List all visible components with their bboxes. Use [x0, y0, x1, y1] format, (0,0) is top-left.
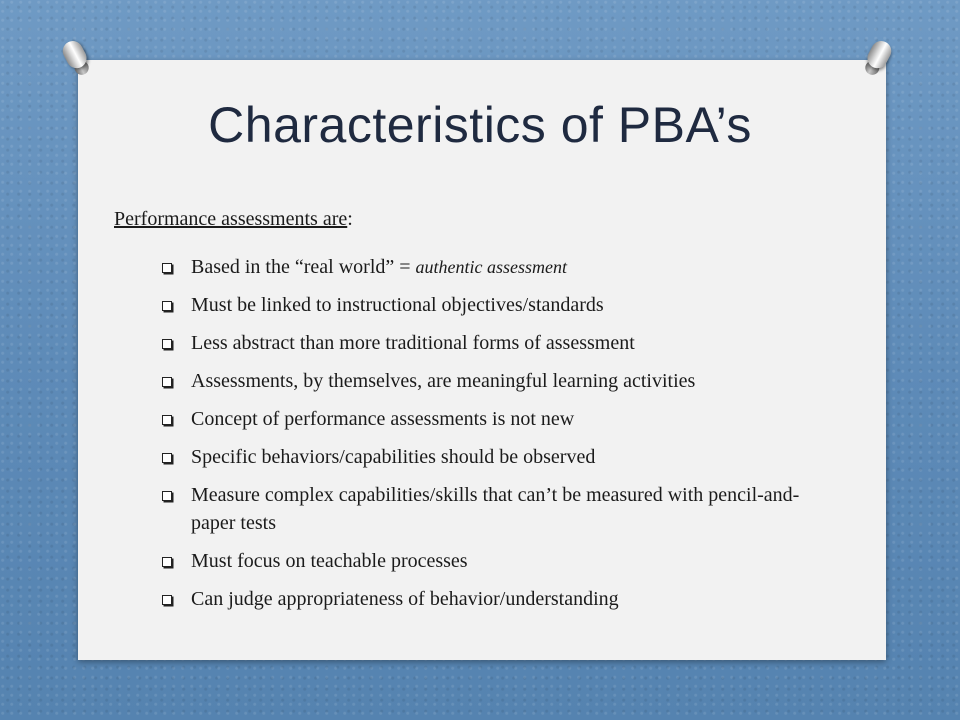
square-bullet-icon [162, 339, 172, 349]
square-bullet-icon [162, 377, 172, 387]
bullet-item [162, 291, 842, 319]
bullet-item [162, 367, 842, 395]
intro-line [114, 208, 353, 231]
intro-underlined-text: Performance assessments are [114, 208, 348, 230]
square-bullet-icon [162, 491, 172, 501]
bullet-item [162, 547, 842, 575]
intro-colon: : [347, 208, 353, 230]
square-bullet-icon [162, 301, 172, 311]
bullet-text: Can judge appropriateness of behavior/understanding [191, 588, 619, 610]
slide-title: Characteristics of PBA’s [208, 97, 752, 153]
bullet-emphasis: authentic assessment [415, 257, 568, 277]
bullet-text: Specific behaviors/capabilities should be observed [191, 446, 596, 468]
bullet-text: Assessments, by themselves, are meaningful learning activities [191, 370, 696, 392]
bullet-item [162, 253, 842, 281]
bullet-text: Based in the “real world” = [191, 256, 416, 278]
bullet-text: Less abstract than more traditional forms of assessment [191, 332, 635, 354]
bullet-list [162, 253, 842, 623]
bullet-item [162, 443, 842, 471]
bullet-text: Concept of performance assessments is not new [191, 408, 575, 430]
square-bullet-icon [162, 415, 172, 425]
square-bullet-icon [162, 595, 172, 605]
square-bullet-icon [162, 263, 172, 273]
square-bullet-icon [162, 453, 172, 463]
square-bullet-icon [162, 557, 172, 567]
bullet-item [162, 585, 842, 613]
bullet-item [162, 405, 842, 433]
bullet-item [162, 481, 842, 537]
bullet-text: Must be linked to instructional objectives/standards [191, 294, 604, 316]
bullet-item [162, 329, 842, 357]
bullet-text: Measure complex capabilities/skills that can’t be measured with pencil-and-paper tests [191, 484, 800, 534]
bullet-text: Must focus on teachable processes [191, 550, 468, 572]
